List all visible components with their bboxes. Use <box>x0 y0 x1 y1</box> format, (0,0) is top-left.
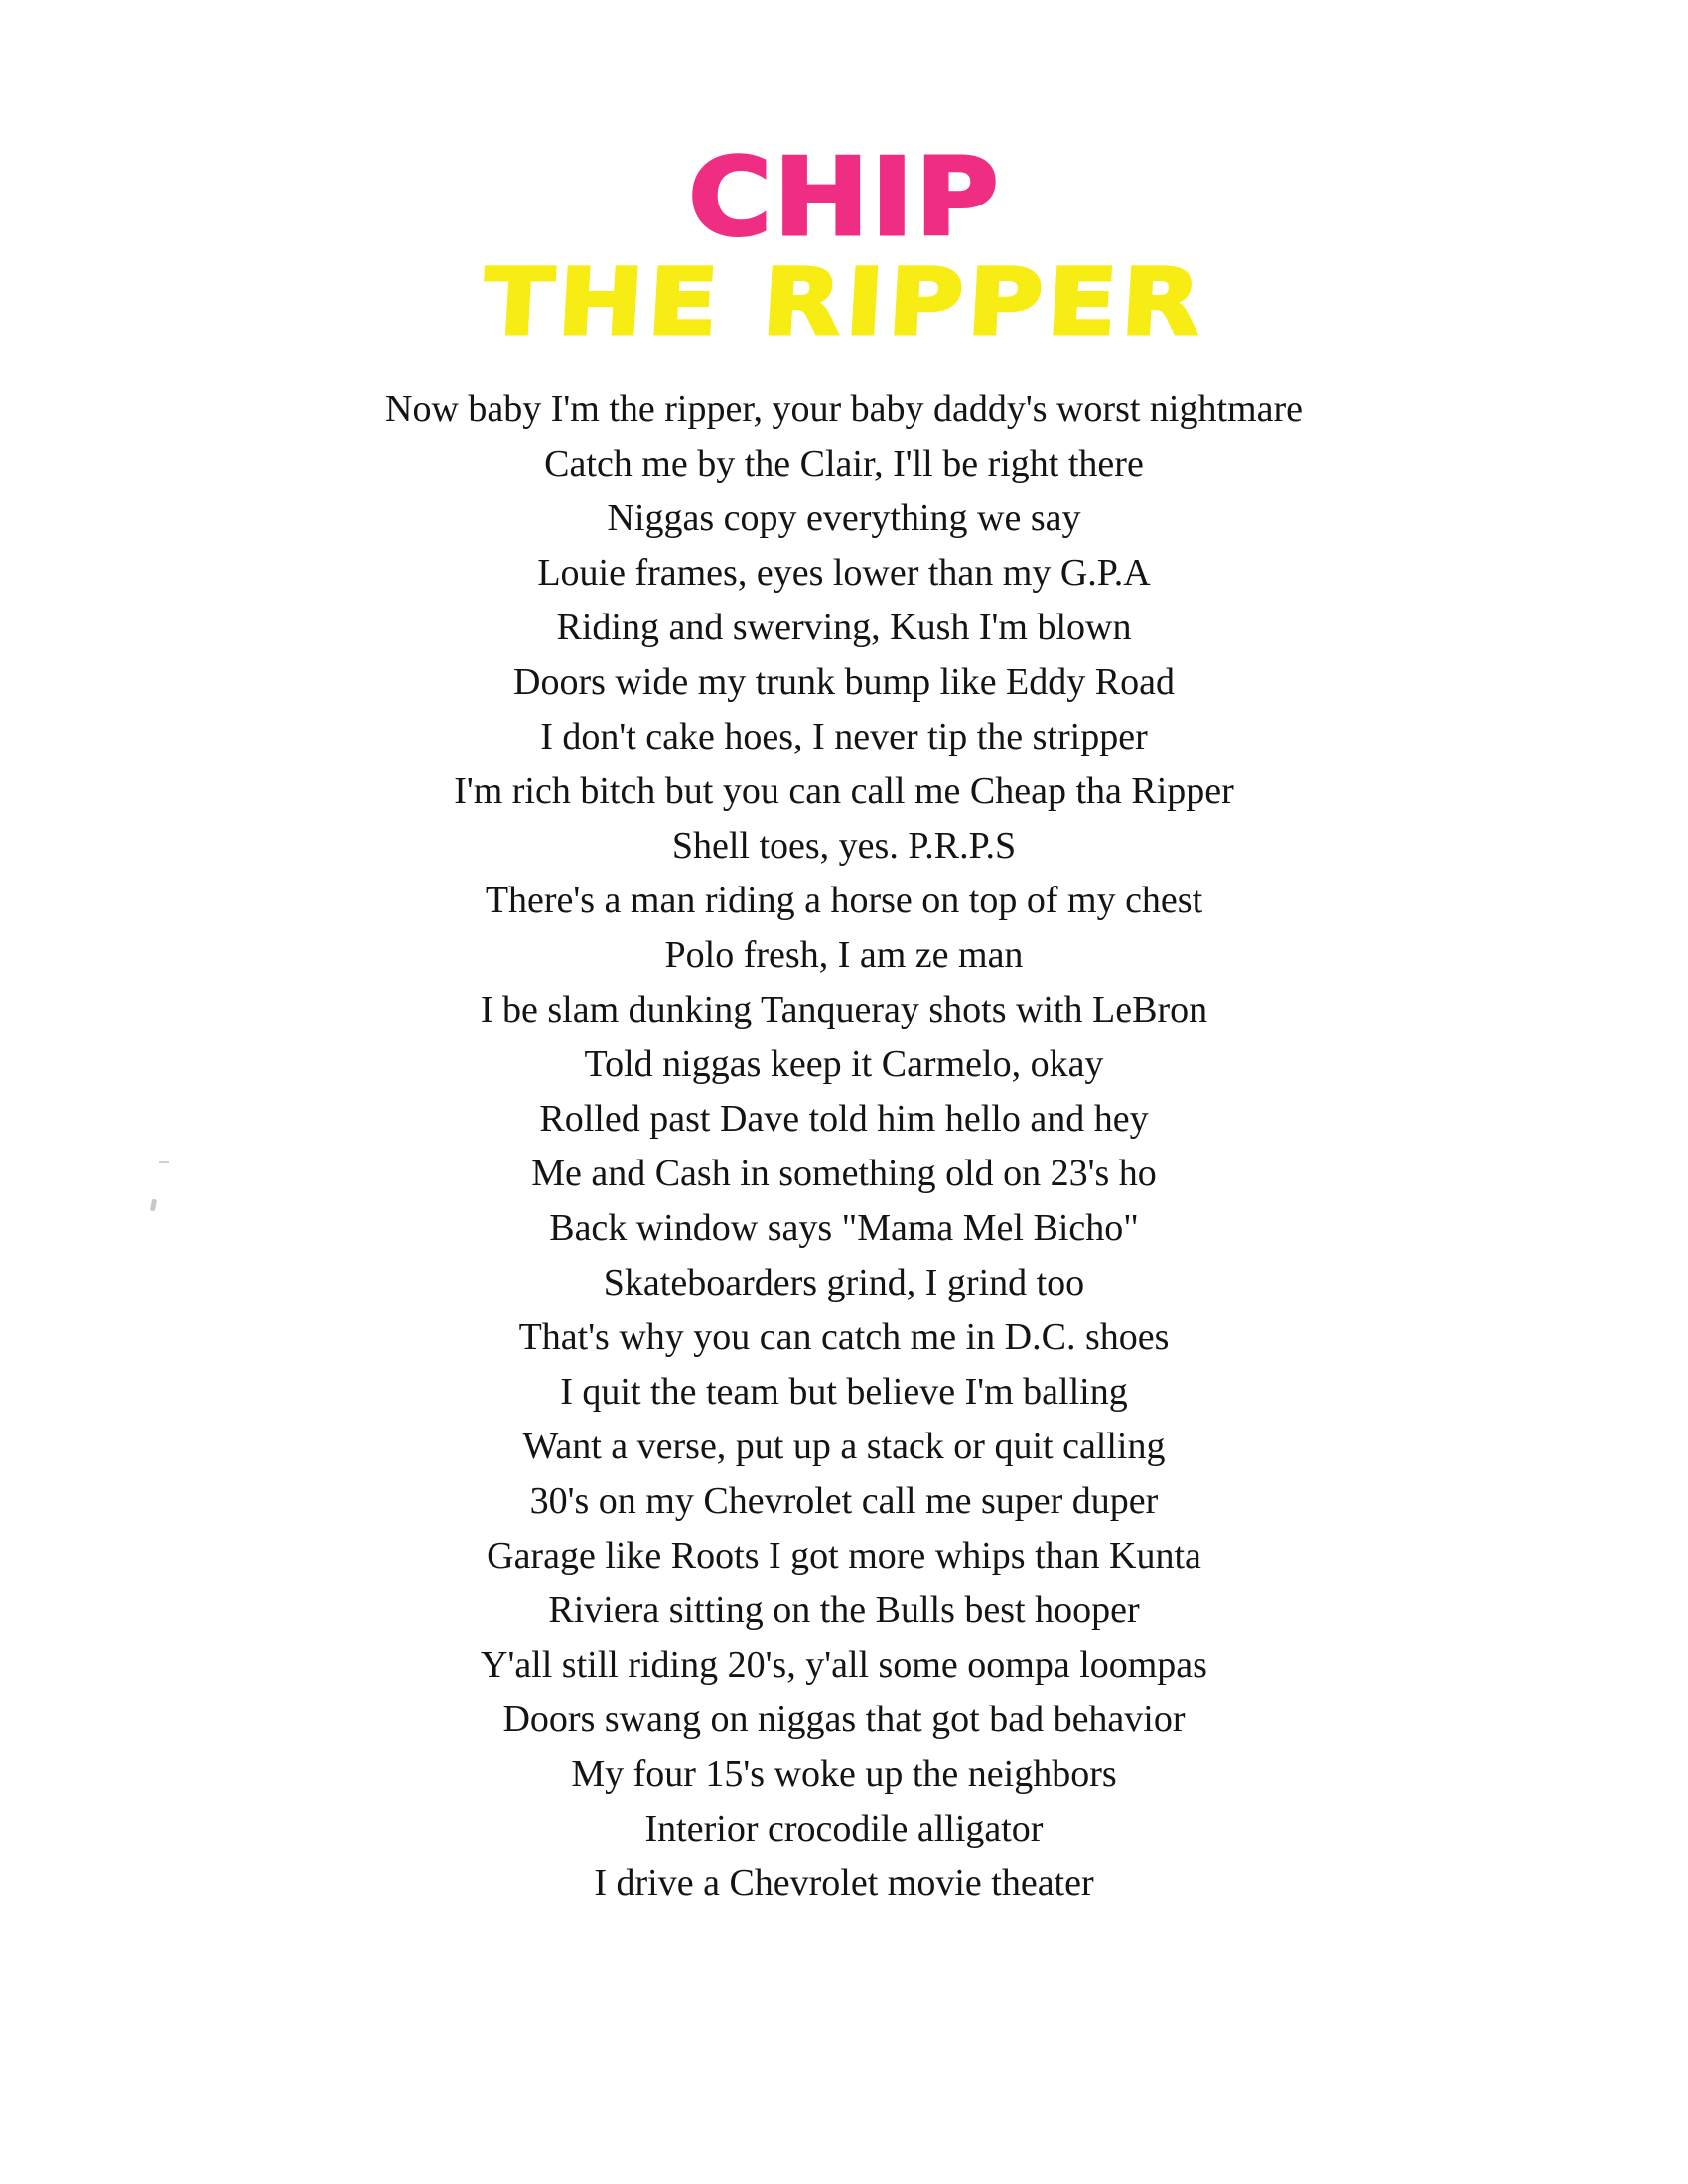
lyric-line: I drive a Chevrolet movie theater <box>594 1862 1094 1905</box>
lyric-line: Riviera sitting on the Bulls best hooper <box>548 1589 1140 1632</box>
lyric-line: Polo fresh, I am ze man <box>664 934 1024 977</box>
lyric-line: Doors wide my trunk bump like Eddy Road <box>513 661 1175 704</box>
lyric-line: I'm rich bitch but you can call me Cheap tha Ripper <box>454 770 1234 813</box>
lyric-line: Shell toes, yes. P.R.P.S <box>671 825 1017 868</box>
lyric-line: There's a man riding a horse on top of my chest <box>485 880 1203 922</box>
lyric-line: Louie frames, eyes lower than my G.P.A <box>537 552 1151 595</box>
lyric-line: Interior crocodile alligator <box>644 1808 1044 1850</box>
logo-text-chip: CHIP <box>687 136 1001 260</box>
lyric-line: My four 15's woke up the neighbors <box>571 1753 1117 1796</box>
lyric-line: Me and Cash in something old on 23's ho <box>531 1153 1157 1195</box>
lyric-line: Doors swang on niggas that got bad behavior <box>502 1699 1186 1741</box>
logo-title-the-ripper <box>0 249 1688 356</box>
lyric-line: Told niggas keep it Carmelo, okay <box>584 1043 1104 1086</box>
lyric-line: Garage like Roots I got more whips than Kunta <box>487 1535 1201 1577</box>
lyric-line: Rolled past Dave told him hello and hey <box>539 1098 1149 1141</box>
artist-logo <box>0 0 1688 356</box>
lyric-line: Want a verse, put up a stack or quit calling <box>522 1426 1166 1468</box>
lyric-line: I quit the team but believe I'm balling <box>560 1371 1128 1414</box>
lyric-line: That's why you can catch me in D.C. shoes <box>518 1316 1170 1359</box>
lyric-line: Riding and swerving, Kush I'm blown <box>556 607 1132 649</box>
lyric-line: I don't cake hoes, I never tip the stripper <box>540 716 1148 758</box>
scan-artifact-mark <box>159 1161 169 1163</box>
lyric-line: Now baby I'm the ripper, your baby daddy's worst nightmare <box>385 388 1303 431</box>
lyric-line: Catch me by the Clair, I'll be right there <box>544 443 1144 485</box>
lyrics-body <box>0 382 1688 1911</box>
lyric-line: Y'all still riding 20's, y'all some oompa loompas <box>481 1644 1207 1687</box>
lyric-line: Back window says "Mama Mel Bicho" <box>549 1207 1139 1250</box>
lyric-line: I be slam dunking Tanqueray shots with LeBron <box>480 989 1208 1031</box>
logo-title-chip <box>0 136 1688 260</box>
lyric-line: 30's on my Chevrolet call me super duper <box>529 1480 1159 1523</box>
lyric-line: Niggas copy everything we say <box>607 497 1081 540</box>
logo-text-the-ripper: THE RIPPER <box>480 249 1208 356</box>
lyric-line: Skateboarders grind, I grind too <box>603 1262 1085 1304</box>
